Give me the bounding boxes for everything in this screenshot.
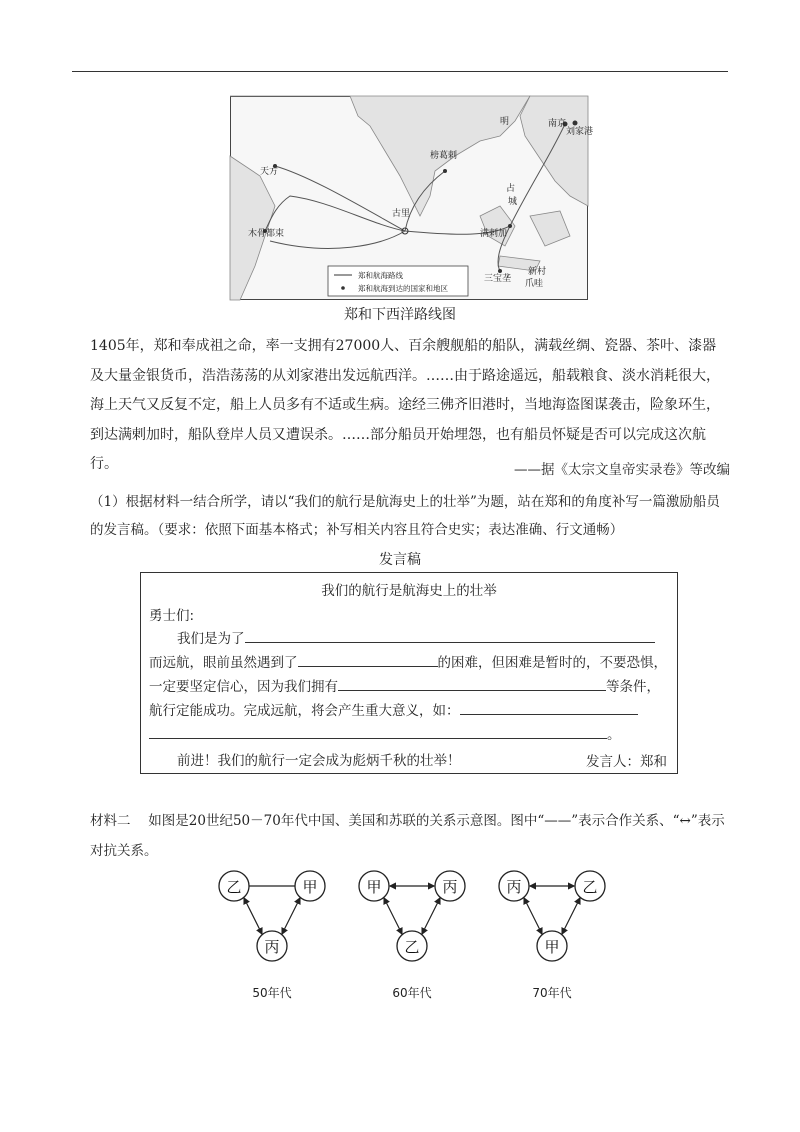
speech-line-2a-text: 而远航，眼前虽然遇到了 (149, 655, 298, 671)
relation-diagram-50s (212, 868, 332, 968)
map-legend-places: 郑和航海到达的国家和地区 (358, 284, 448, 293)
speech-line-5-end: 。 (607, 727, 621, 743)
map-caption: 郑和下西洋路线图 (344, 307, 456, 323)
node-top-right: 丙 (442, 878, 458, 896)
speech-speaker: 发言人：郑和 (586, 754, 667, 770)
speech-title: 我们的航行是航海史上的壮举 (321, 583, 497, 599)
node-top-left: 乙 (226, 878, 242, 896)
map-label-mogadishu: 木骨都束 (248, 228, 285, 238)
speech-line-4 (149, 699, 638, 719)
blank-3[interactable] (338, 676, 606, 691)
node-top-left: 丙 (506, 878, 522, 896)
speech-line-3b-text: 等条件， (606, 679, 660, 695)
map-label-cheng: 城 (508, 196, 518, 206)
map-label-liujiagang: 刘家港 (566, 126, 594, 136)
question-1: （1）根据材料一结合所学，请以“我们的航行是航海史上的壮举”为题，站在郑和的角度补写一篇激励船员的发言稿。（要求：依照下面基本格式；补写相关内容且符合史实；表达准确、行文通畅） (90, 494, 720, 538)
speech-line-2b-text: 的困难，但困难是暂时的，不要恐惧， (437, 655, 667, 671)
map-label-nanjing: 南京 (548, 118, 567, 128)
material1-paragraph: 1405年，郑和奉成祖之命，率一支拥有27000人、百余艘舰船的船队，满载丝绸、瓷器、茶叶、漆器及大量金银货币，浩浩荡荡的从刘家港出发远航西洋。……由于路途遥远，船载粮食、淡水消耗很大，海上天气又反复不定，船上人员多有不适或生病。途经三佛齐旧港时，当地海盗图谋袭击，险象环生，到达满剌加时，船队登岸人员又遭误杀。……部分船员开始埋怨，也有船员怀疑是否可以完成这次航行。 (90, 338, 720, 472)
speech-line-3a-text: 一定要坚定信心，因为我们拥有 (149, 679, 338, 695)
relation-label-60s: 60年代 (392, 986, 432, 1000)
map-label-tianfang: 天方 (260, 166, 279, 176)
speech-line-5 (149, 723, 621, 743)
map-label-zhan: 占 (506, 183, 516, 193)
material1-source: ——据《太宗文皇帝实录卷》等改编 (514, 462, 730, 478)
speech-line-1 (177, 627, 655, 647)
map-label-sanbaolong: 三宝垄 (484, 273, 512, 283)
node-top-left: 甲 (366, 878, 382, 896)
speech-heading: 发言稿 (379, 552, 421, 568)
map-label-bangladesh: 榜葛剌 (430, 150, 458, 160)
material2-text: 材料二 如图是20世纪50－70年代中国、美国和苏联的关系示意图。图中“——”表示合作关系、“↔”表示对抗关系。 (90, 813, 725, 859)
map-label-malacca: 满剌加 (480, 228, 508, 238)
blank-5[interactable] (149, 724, 607, 739)
speech-closing: 前进！我们的航行一定会成为彪炳千秋的壮举！ (177, 753, 461, 769)
node-top-right: 乙 (582, 878, 598, 896)
header-rule (72, 71, 728, 72)
speech-line-1-text: 我们是为了 (177, 631, 245, 647)
blank-2[interactable] (298, 652, 438, 667)
map-label-ming: 明 (500, 116, 510, 126)
map-label-guli: 古里 (392, 208, 411, 218)
zheng-he-route-map (230, 96, 594, 300)
relation-diagram-60s (352, 868, 472, 968)
speech-line-3 (149, 675, 660, 695)
map-label-mude: 爪哇 (525, 278, 544, 288)
speech-line-4-text: 航行定能成功。完成远航，将会产生重大意义，如： (149, 703, 460, 719)
relation-label-70s: 70年代 (532, 986, 572, 1000)
map-legend-route: 郑和航海路线 (358, 271, 403, 280)
node-top-right: 甲 (302, 878, 318, 896)
blank-1[interactable] (245, 628, 655, 643)
speech-line-2 (149, 651, 667, 671)
node-bottom: 甲 (544, 938, 560, 956)
node-bottom: 丙 (264, 938, 280, 956)
blank-4[interactable] (460, 700, 638, 715)
relation-diagram-70s (492, 868, 612, 968)
speech-template-box (140, 572, 678, 774)
relation-label-50s: 50年代 (252, 986, 292, 1000)
speech-greeting: 勇士们: (149, 608, 195, 624)
map-label-xincun: 新村 (528, 266, 547, 276)
node-bottom: 乙 (404, 938, 420, 956)
